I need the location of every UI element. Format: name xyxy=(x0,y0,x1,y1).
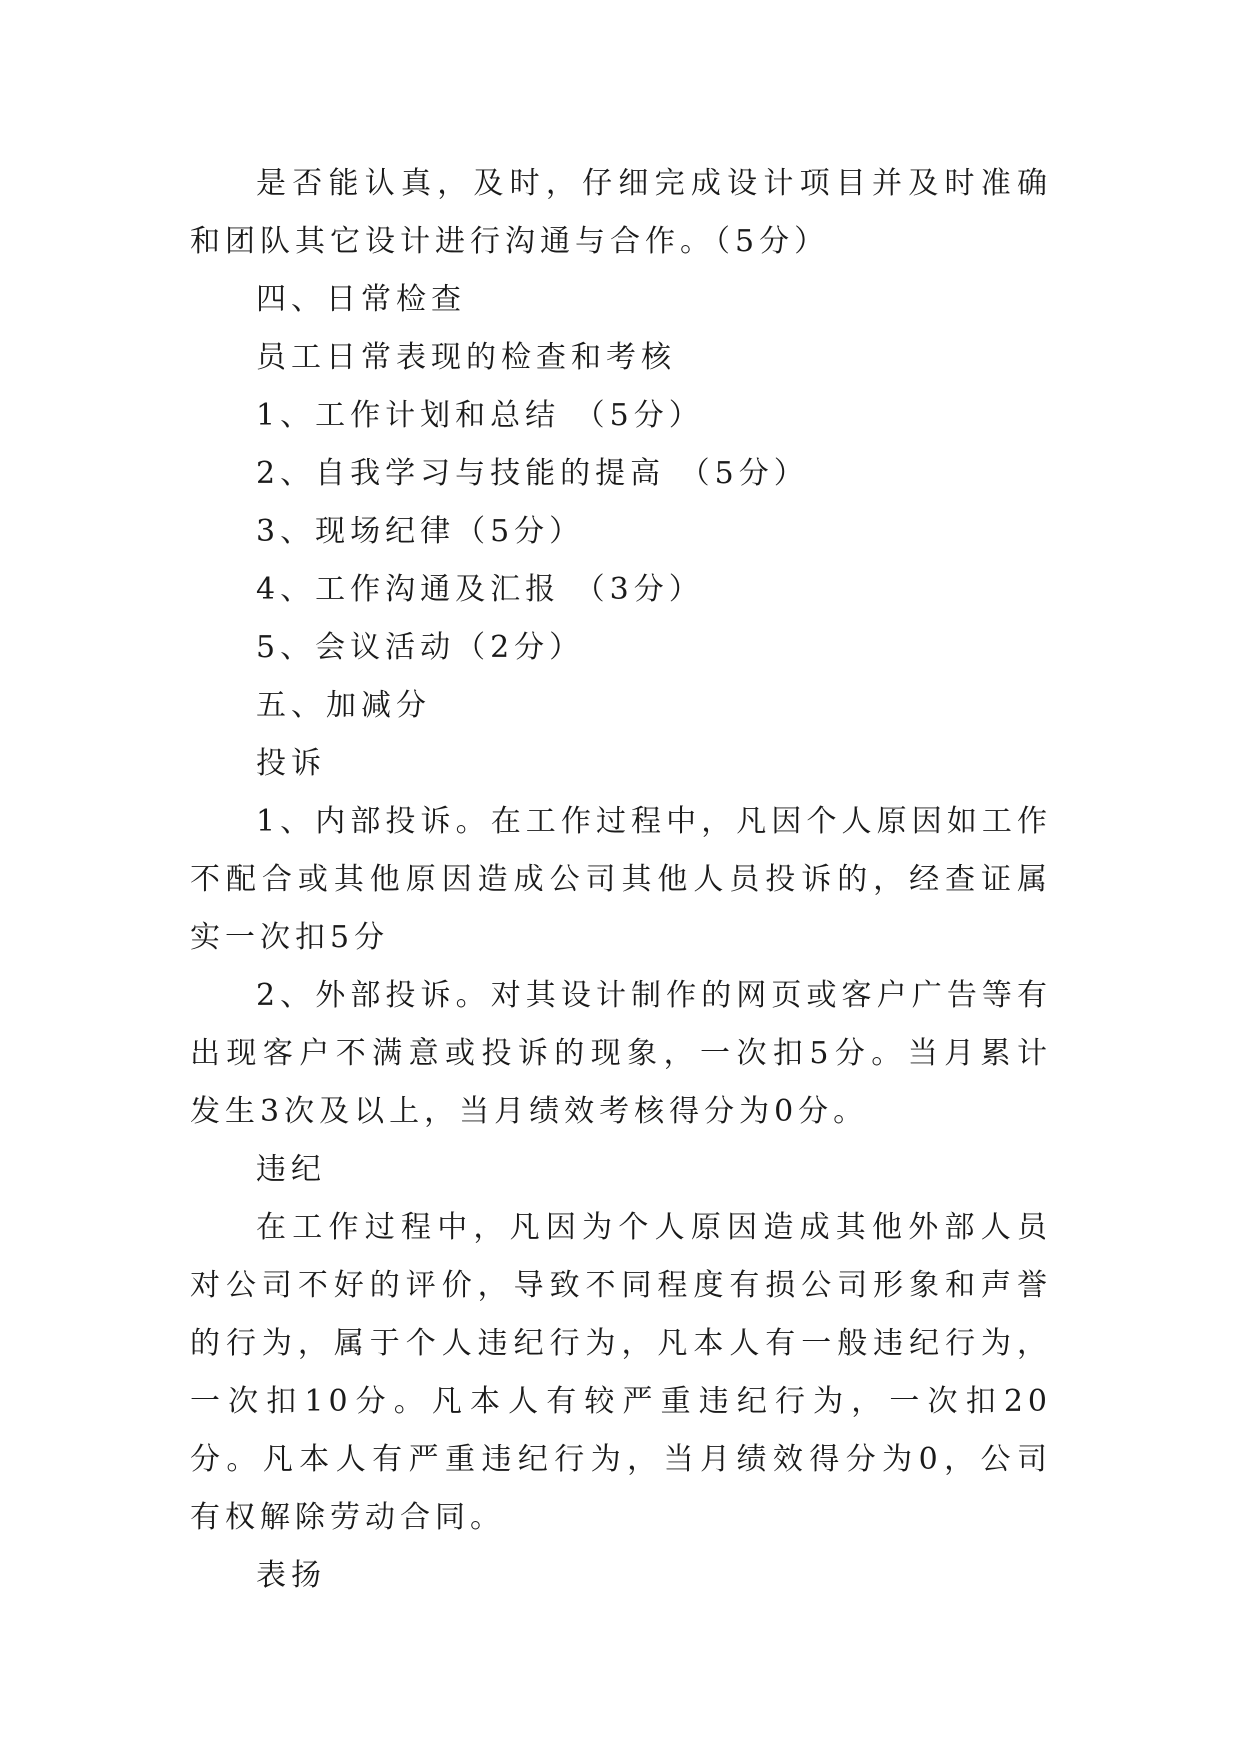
section-heading-bonus-deduction: 五、加减分 xyxy=(256,688,431,723)
paragraph-design-cooperation: 是否能认真，及时，仔细完成设计项目并及时准确和团队其它设计进行沟通与合作。（5分） xyxy=(190,166,1052,259)
subheading-violations: 违纪 xyxy=(256,1152,326,1187)
list-item-self-learning: 2、自我学习与技能的提高 （5分） xyxy=(256,456,809,491)
paragraph-violations: 在工作过程中，凡因为个人原因造成其他外部人员对公司不好的评价，导致不同程度有损公司形象和声誉的行为，属于个人违纪行为，凡本人有一般违纪行为，一次扣10分。凡本人有较严重违纪行为，一次扣20分。凡本人有严重违纪行为，当月绩效得分为0，公司有权解除劳动合同。 xyxy=(190,1210,1052,1535)
subheading-commendation: 表扬 xyxy=(256,1558,326,1593)
paragraph-daily-check-intro: 员工日常表现的检查和考核 xyxy=(256,340,676,375)
list-item-communication: 4、工作沟通及汇报 （3分） xyxy=(256,572,704,607)
paragraph-internal-complaint: 1、内部投诉。在工作过程中，凡因个人原因如工作不配合或其他原因造成公司其他人员投诉的，经查证属实一次扣5分 xyxy=(190,804,1052,955)
section-heading-daily-check: 四、日常检查 xyxy=(256,282,466,317)
list-item-onsite-discipline: 3、现场纪律（5分） xyxy=(256,514,585,549)
paragraph-external-complaint: 2、外部投诉。对其设计制作的网页或客户广告等有出现客户不满意或投诉的现象，一次扣5分。当月累计发生3次及以上，当月绩效考核得分为0分。 xyxy=(190,978,1052,1129)
list-item-work-plan: 1、工作计划和总结 （5分） xyxy=(256,398,704,433)
subheading-complaints: 投诉 xyxy=(256,746,326,781)
list-item-meetings: 5、会议活动（2分） xyxy=(256,630,585,665)
document-body xyxy=(190,155,1052,1605)
